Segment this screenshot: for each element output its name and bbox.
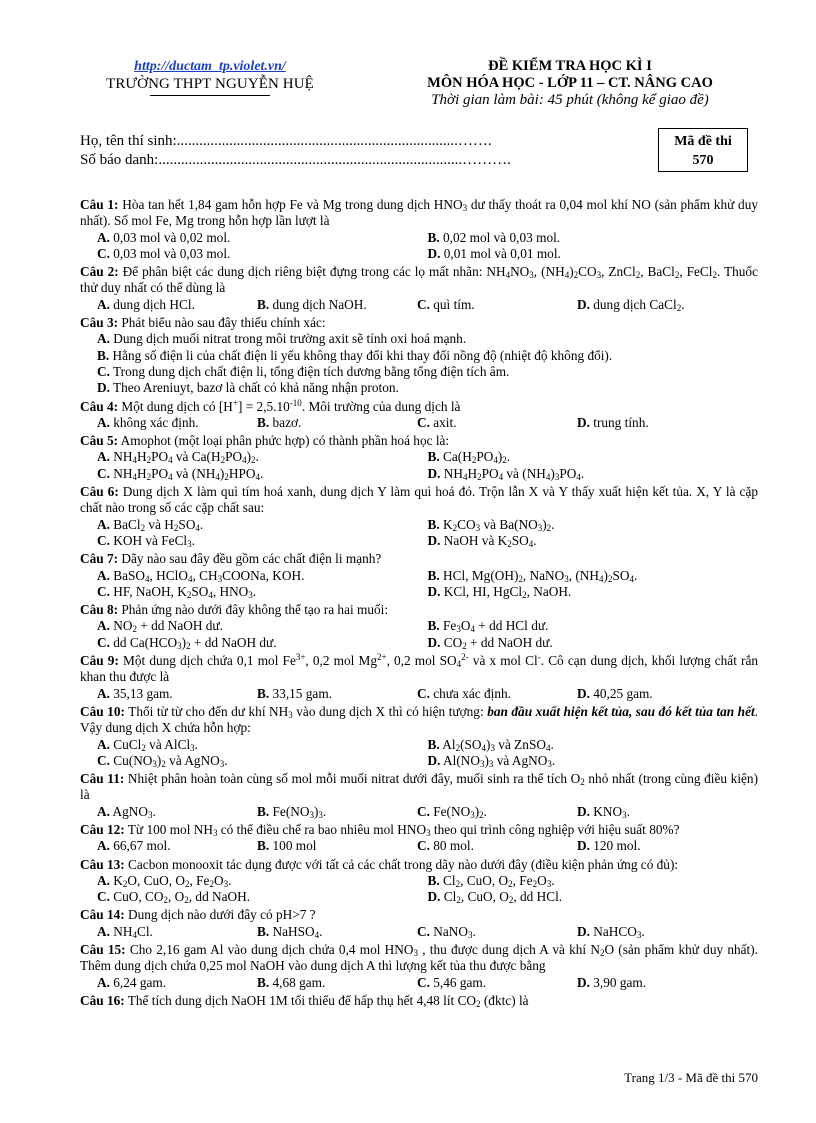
subject-line: MÔN HÓA HỌC - LỚP 11 – CT. NÂNG CAO: [427, 75, 713, 91]
option-d[interactable]: D. 0,01 mol và 0,01 mol.: [427, 245, 561, 261]
option-d[interactable]: D. Theo Areniuyt, bazơ là chất có khả năng nhận proton.: [97, 380, 399, 396]
header-right: [380, 58, 760, 109]
options: [80, 517, 758, 533]
option-a[interactable]: A. $NH_4H_2PO_4$ và $Ca(H_2PO_4)_2$.: [97, 449, 259, 466]
id-line: Số báo danh:.................................................................................……….: [80, 152, 511, 168]
option-c[interactable]: C. Trong dung dịch chất điện li, tổng điện tích dương bằng tổng điện tích âm.: [97, 363, 510, 379]
options: [80, 568, 758, 584]
option-c[interactable]: C. quì tím.: [417, 296, 475, 312]
question-5: Câu 5: Amophot (một loại phân phức hợp) có thành phần hoá học là:: [80, 433, 450, 449]
question-10: Câu 10: Thổi từ từ cho đến dư khí $NH_3$ vào dung dịch X thì có hiện tượng: ban đầu xuất hiện kết tủa, sau đó kết tủa tan hết. Vậy dung dịch X chứa hỗn hợp:: [80, 703, 758, 736]
option-b[interactable]: B. $Cl_2$, CuO, $O_2$, $Fe_2O_3$.: [427, 872, 555, 889]
option-a[interactable]: A. BaCl$_2$ và $H_2SO_4$.: [97, 516, 204, 533]
option-b[interactable]: B. 4,68 gam.: [257, 974, 326, 990]
option-b[interactable]: B. $K_2CO_3$ và $Ba(NO_3)_2$.: [427, 516, 555, 533]
option-c[interactable]: C. 5,46 gam.: [417, 974, 487, 990]
exam-code-label: Mã đề thi: [674, 134, 732, 149]
option-b[interactable]: B. $Fe(NO_3)_3$.: [257, 803, 327, 820]
option-d[interactable]: D. $CO_2$ + dd NaOH dư.: [427, 634, 553, 651]
option-c[interactable]: C. CuO, $CO_2$, $O_2$, dd NaOH.: [97, 889, 251, 906]
option-b[interactable]: B. $Ca(H_2PO_4)_2$.: [427, 449, 511, 466]
option-a[interactable]: A. BaSO$_4$, HClO$_4$, $CH_3COONa$, KOH.: [97, 567, 305, 584]
question-11: Câu 11: Nhiệt phân hoàn toàn cùng số mol mỗi muối nitrat dưới đây, muối sinh ra thể tích $O_2$ nhỏ nhất (trong cùng điều kiện) là: [80, 771, 758, 803]
options: [80, 297, 758, 313]
options: [80, 804, 758, 820]
option-c[interactable]: C. NaNO$_3$.: [417, 923, 476, 940]
name-line: Họ, tên thí sinh:...........................................................................…….: [80, 133, 492, 149]
options: [80, 449, 758, 465]
option-b[interactable]: B. Hằng số điện li của chất điện li yếu không thay đổi khi thay đổi nồng độ (nhiệt độ không đổi).: [97, 347, 613, 363]
options: [80, 838, 758, 854]
options: [80, 466, 758, 482]
option-b[interactable]: B. 33,15 gam.: [257, 685, 332, 701]
option-c[interactable]: C. $Fe(NO_3)_2$.: [417, 803, 487, 820]
question-13: Câu 13: Cacbon monooxit tác dụng được với tất cả các chất trong dãy nào dưới đây (điều kiện phản ứng có đủ):: [80, 856, 679, 872]
options: [80, 584, 758, 600]
option-d[interactable]: D. NaHCO$_3$.: [577, 923, 645, 940]
options: [80, 618, 758, 634]
question-4: Câu 4: Một dung dịch có $[H^+] = 2,5.10^{-10}$. Môi trường của dung dịch là: [80, 397, 461, 414]
option-b[interactable]: B. $Al_2(SO_4)_3$ và ZnSO$_4$.: [427, 736, 554, 753]
option-a[interactable]: A. Dung dịch muối nitrat trong môi trường axit sẽ tính oxi hoá mạnh.: [97, 331, 467, 347]
question-6: Câu 6: Dung dịch X làm quì tím hoá xanh, dung dịch Y làm quì hoá đỏ. Trộn lẫn X và Y thấy xuất hiện kết tủa. X, Y là cặp chất nào trong số các cặp chất sau:: [80, 484, 758, 516]
options: [80, 873, 758, 889]
question-9: Câu 9: Một dung dịch chứa 0,1 mol $Fe^{3+}$, 0,2 mol $Mg^{2+}$, 0,2 mol $SO_4^{2-}$ và x mol Cl-. Cô cạn dung dịch, khối lượng chất rắn khan thu được là: [80, 652, 759, 685]
option-b[interactable]: B. bazơ.: [257, 414, 302, 430]
option-d[interactable]: D. dung dịch CaCl$_2$.: [577, 296, 685, 313]
option-a[interactable]: A. 0,03 mol và 0,02 mol.: [97, 229, 231, 245]
options: [80, 753, 758, 769]
option-c[interactable]: C. 0,03 mol và 0,03 mol.: [97, 245, 231, 261]
option-c[interactable]: C. KOH và FeCl$_3$.: [97, 532, 195, 549]
option-b[interactable]: B. 0,02 mol và 0,03 mol.: [427, 229, 561, 245]
divider: [150, 95, 270, 96]
option-c[interactable]: C. $Cu(NO_3)_2$ và AgNO$_3$.: [97, 752, 228, 769]
option-a[interactable]: A. 66,67 mol.: [97, 838, 171, 854]
option-a[interactable]: A. không xác định.: [97, 414, 199, 430]
options: [80, 737, 758, 753]
option-c[interactable]: C. $NH_4H_2PO_4$ và $(NH_4)_2HPO_4$.: [97, 465, 264, 482]
options: [80, 533, 758, 549]
option-a[interactable]: A. $NO_2$ + dd NaOH dư.: [97, 618, 223, 635]
option-c[interactable]: C. dd $Ca(HCO_3)_2$ + dd NaOH dư.: [97, 634, 277, 651]
question-12: Câu 12: Từ 100 mol $NH_3$ có thể điều chế ra bao nhiêu mol $HNO_3$ theo qui trình công nghiệp với hiệu suất 80%?: [80, 821, 680, 838]
option-d[interactable]: D. trung tính.: [577, 414, 649, 430]
option-a[interactable]: A. 6,24 gam.: [97, 974, 167, 990]
question-7: Câu 7: Dãy nào sau đây đều gồm các chất điện li mạnh?: [80, 551, 382, 567]
exam-code-number: 570: [692, 153, 714, 168]
question-8: Câu 8: Phản ứng nào dưới đây không thể tạo ra hai muối:: [80, 602, 389, 618]
options: [80, 686, 758, 702]
option-a[interactable]: A. 35,13 gam.: [97, 685, 173, 701]
option-b[interactable]: B. 100 mol: [257, 838, 317, 854]
option-a[interactable]: A. CuCl$_2$ và AlCl$_3$.: [97, 736, 198, 753]
option-b[interactable]: B. NaHSO$_4$.: [257, 923, 323, 940]
student-info: [80, 132, 511, 170]
options: [80, 924, 758, 940]
question-2: Câu 2: Để phân biệt các dung dịch riêng biệt đựng trong các lọ mất nhãn: $NH_4NO_3$, $(NH_4)_2CO_3$, ZnCl$_2$, BaCl$_2$, FeCl$_2$. Thuốc thử duy nhất có thể dùng là: [80, 264, 758, 296]
options: [80, 889, 758, 905]
question-14: Câu 14: Dung dịch nào dưới đây có pH>7 ?: [80, 907, 316, 923]
option-b[interactable]: B. dung dịch NaOH.: [257, 296, 367, 312]
option-d[interactable]: D. 120 mol.: [577, 838, 641, 854]
school-name: TRƯỜNG THPT NGUYỄN HUỆ: [106, 76, 314, 92]
options: [80, 635, 758, 651]
question-3: Câu 3: Phát biểu nào sau đây thiếu chính xác:: [80, 315, 326, 331]
option-b[interactable]: B. $Fe_3O_4$ + dd HCl dư.: [427, 618, 549, 635]
header-left: [80, 58, 340, 96]
options: [80, 415, 758, 431]
options: [80, 975, 758, 991]
time-line: Thời gian làm bài: 45 phút (không kể giao đề): [431, 92, 709, 108]
option-a[interactable]: A. dung dịch HCl.: [97, 296, 195, 312]
option-c[interactable]: C. HF, NaOH, $K_2SO_4$, $HNO_3$.: [97, 583, 257, 600]
option-d[interactable]: D. $Al(NO_3)_3$ và AgNO$_3$.: [427, 752, 556, 769]
exam-code-box: [658, 128, 748, 172]
source-url[interactable]: http://ductam_tp.violet.vn/: [134, 59, 286, 74]
option-a[interactable]: A. $NH_4Cl$.: [97, 923, 153, 940]
option-d[interactable]: D. $KNO_3$.: [577, 803, 630, 820]
option-c[interactable]: C. 80 mol.: [417, 838, 474, 854]
question-1: Câu 1: Hòa tan hết 1,84 gam hỗn hợp Fe và Mg trong dung dịch $HNO_3$ dư thấy thoát ra 0,04 mol khí NO (sản phẩm khử duy nhất). Số mol Fe, Mg trong hỗn hợp lần lượt là: [80, 197, 758, 229]
exam-title: ĐỀ KIỂM TRA HỌC KÌ I: [488, 58, 652, 74]
question-16: Câu 16: Thể tích dung dịch NaOH 1M tối thiểu để hấp thụ hết 4,48 lít $CO_2$ (đktc) là: [80, 992, 529, 1009]
option-c[interactable]: C. axit.: [417, 414, 457, 430]
option-d[interactable]: D. $NH_4H_2PO_4$ và $(NH_4)_3PO_4$.: [427, 465, 585, 482]
option-a[interactable]: A. $K_2O$, CuO, $O_2$, $Fe_2O_3$.: [97, 872, 232, 889]
option-d[interactable]: D. KCl, HI, HgCl$_2$, NaOH.: [427, 583, 572, 600]
page-footer: Trang 1/3 - Mã đề thi 570: [624, 1070, 758, 1085]
option-d[interactable]: D. 3,90 gam.: [577, 974, 647, 990]
questions: [80, 195, 758, 1009]
option-d[interactable]: D. 40,25 gam.: [577, 685, 653, 701]
question-15: Câu 15: Cho 2,16 gam Al vào dung dịch chứa 0,4 mol $HNO_3$ , thu được dung dịch A và khí $N_2O$ (sản phẩm khử duy nhất). Thêm dung dịch chứa 0,25 mol NaOH vào dung dịch A thì lượng kết tủa thu được bằng: [80, 942, 758, 974]
option-d[interactable]: D. $Cl_2$, CuO, $O_2$, dd HCl.: [427, 889, 563, 906]
option-a[interactable]: A. AgNO$_3$.: [97, 803, 156, 820]
options: [80, 246, 758, 262]
option-c[interactable]: C. chưa xác định.: [417, 685, 511, 701]
option-b[interactable]: B. HCl, $Mg(OH)_2$, NaNO$_3$, $(NH_4)_2SO_4$.: [427, 567, 638, 584]
option-d[interactable]: D. NaOH và $K_2SO_4$.: [427, 532, 537, 549]
options: [80, 230, 758, 246]
